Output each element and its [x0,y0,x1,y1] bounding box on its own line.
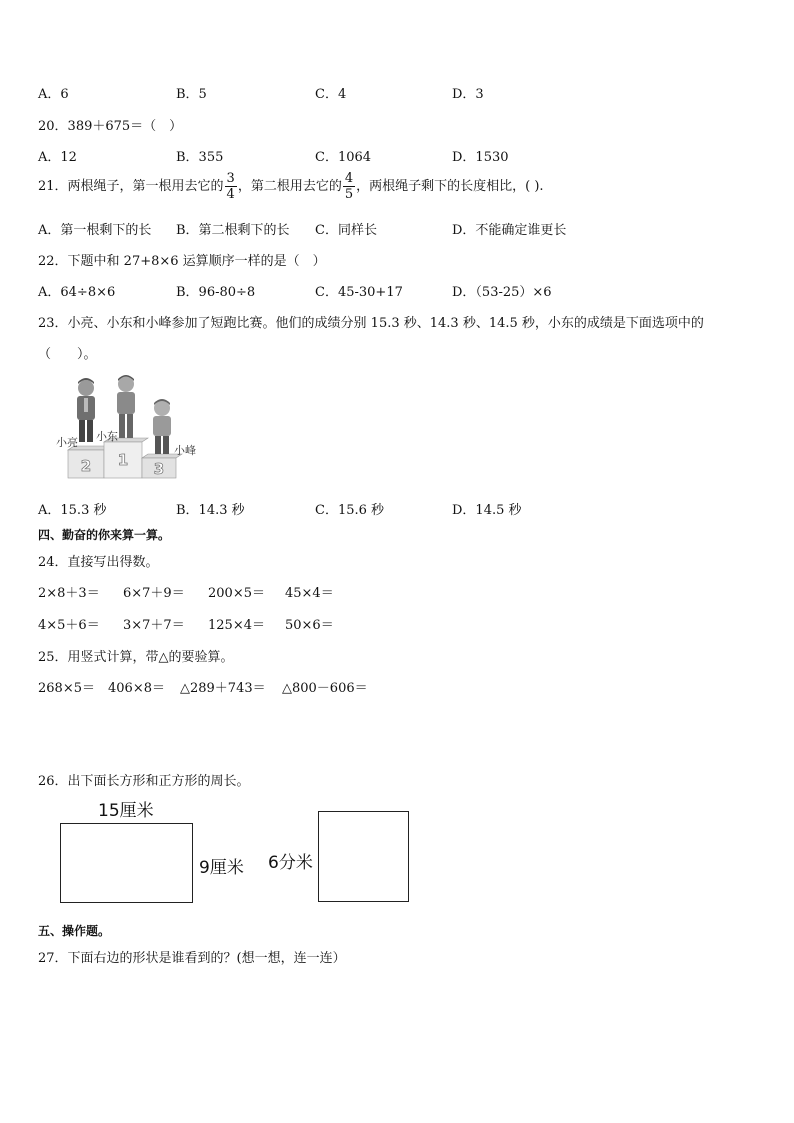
label-xiaoliang: 小亮 [56,436,78,449]
q24-item: 45×4＝ [285,586,334,601]
q23-stem: 23．小亮、小东和小峰参加了短跑比赛。他们的成绩分别 15.3 秒、14.3 秒、14.5 秒，小东的成绩是下面选项中的 [38,316,704,331]
q22-stem: 22．下题中和 27+8×6 运算顺序一样的是（ ） [38,254,326,269]
q21-option-a: A．第一根剩下的长 [38,223,152,238]
q25-item: 268×5＝ [38,681,95,696]
podium-number-1: 1 [117,451,129,469]
q24-item: 2×8＋3＝ [38,586,100,601]
q21-fraction-1-denominator: 4 [226,187,235,202]
label-xiaodong: 小东 [96,430,118,443]
q21-stem-part1: 21．两根绳子，第一根用去它的 [38,179,224,194]
section-4-heading: 四、勤奋的你来算一算。 [38,528,171,542]
q22-option-c: C．45-30+17 [315,285,403,300]
q24-item: 3×7＋7＝ [123,618,185,633]
square-shape [318,811,409,902]
q22-option-b: B．96-80÷8 [176,285,256,300]
q25-stem: 25．用竖式计算，带△的要验算。 [38,650,234,665]
child-xiaoliang [77,378,95,442]
label-xiaofeng: 小峰 [174,444,196,457]
q21-fraction-1 [225,172,237,201]
q25-item: 406×8＝ [108,681,165,696]
q21-option-c: C．同样长 [315,223,377,238]
rectangle-length-label: 15厘米 [98,801,154,821]
q25-item: △800－606＝ [282,681,368,696]
q20-stem: 20．389＋675＝（ ） [38,119,183,134]
q26-stem: 26．出下面长方形和正方形的周长。 [38,774,250,789]
rectangle-shape [60,823,193,903]
q21-fraction-2-denominator: 5 [344,187,354,202]
q21-option-d: D．不能确定谁更长 [452,223,567,238]
podium-number-2: 2 [80,457,92,475]
q22-option-d: D．（53-25）×6 [452,285,552,300]
q20-option-d: D．1530 [452,150,509,165]
q22-option-a: A．64÷8×6 [38,285,116,300]
child-xiaodong [117,375,135,438]
q21-fraction-2-numerator: 4 [344,171,354,186]
q27-stem: 27．下面右边的形状是谁看到的？(想一想，连一连） [38,951,346,966]
rectangle-width-label: 9厘米 [199,858,244,878]
q23-option-c: C．15.6 秒 [315,503,385,518]
q24-item: 6×7＋9＝ [123,586,185,601]
section-5-heading: 五、操作题。 [38,924,111,938]
podium-number-3: 3 [153,460,165,478]
q20-option-b: B．355 [176,150,224,165]
q23-stem-continued: （ ）。 [38,347,97,362]
q21-fraction-1-numerator: 3 [226,171,235,186]
q20-option-a: A．12 [38,150,77,165]
q20-option-c: C．1064 [315,150,372,165]
q21-fraction-2 [343,172,355,201]
q19-option-d: D．3 [452,87,484,102]
q24-item: 200×5＝ [208,586,265,601]
square-side-label: 6分米 [268,853,313,873]
child-xiaofeng [153,399,171,454]
q19-option-b: B．5 [176,87,207,102]
q23-option-a: A．15.3 秒 [38,503,107,518]
q21-option-b: B．第二根剩下的长 [176,223,290,238]
q19-option-c: C．4 [315,87,347,102]
q24-item: 50×6＝ [285,618,334,633]
q25-item: △289＋743＝ [180,681,266,696]
q23-option-d: D．14.5 秒 [452,503,522,518]
q23-option-b: B．14.3 秒 [176,503,245,518]
q21-stem-part3: ，两根绳子剩下的长度相比，( ). [356,179,544,194]
q24-item: 4×5＋6＝ [38,618,100,633]
q24-item: 125×4＝ [208,618,265,633]
q24-stem: 24．直接写出得数。 [38,555,159,570]
q21-stem [38,172,544,201]
q21-stem-part2: ，第二根用去它的 [237,179,342,194]
q19-option-a: A．6 [38,87,69,102]
q23-podium-figure [52,372,212,484]
